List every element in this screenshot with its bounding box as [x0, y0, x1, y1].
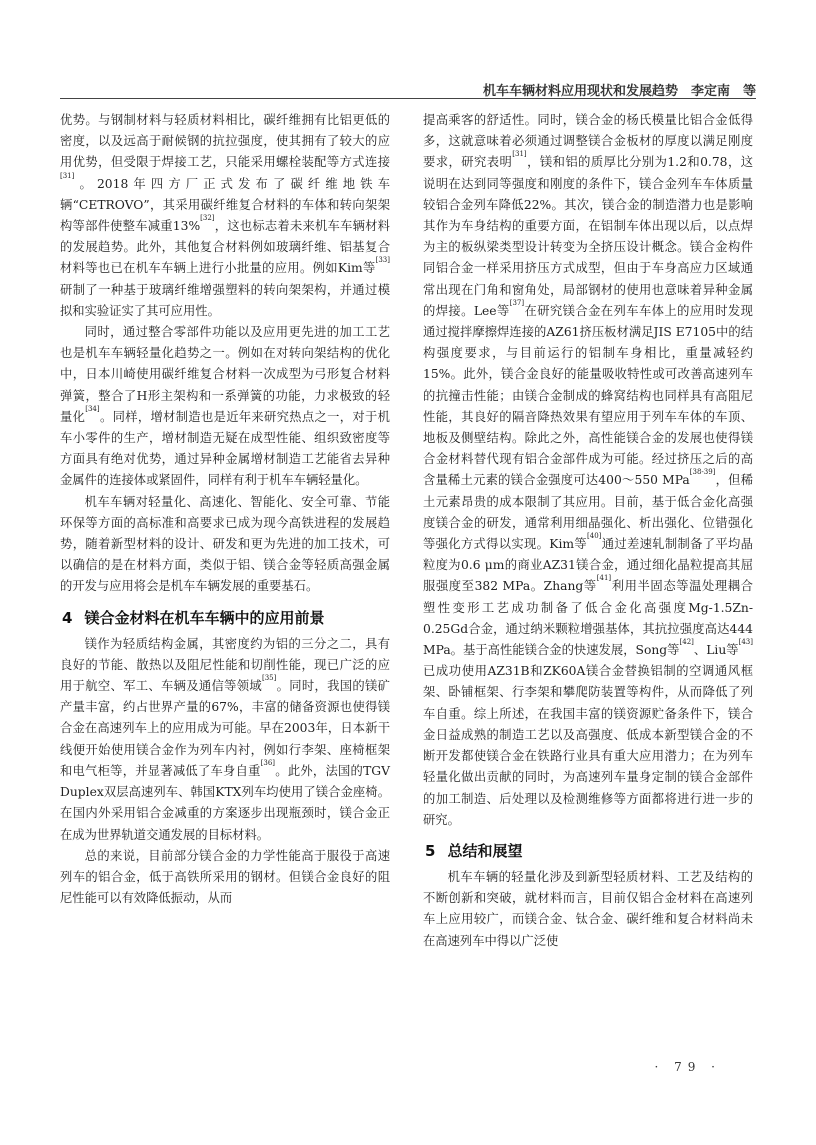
- paragraph: 同时，通过整合零部件功能以及应用更先进的加工工艺也是机车车辆轻量化趋势之一。例如在对转向架结构的优化中，日本川崎使用碳纤维复合材料一次成型为弓形复合材料弹簧，整合了H形主架构和一系弹簧的功能，力求极致的轻量化[34]。同样，增材制造也是近年来研究热点之一，对于机车小零件的生产，增材制造无疑在成型性能、组织致密度等方面具有绝对优势，通过异种金属增材制造工艺能省去异种金属件的连接体或紧固件，同样有利于机车车辆轻量化。: [60, 325, 390, 488]
- citation: [32]: [200, 214, 215, 223]
- header-rule: [60, 98, 756, 99]
- citation: [31]: [60, 171, 75, 180]
- running-head: 机车车辆材料应用现状和发展趋势 李定南 等: [482, 84, 756, 99]
- section-heading: [423, 839, 753, 863]
- paragraph: 提高乘客的舒适性。同时，镁合金的杨氏模量比铝合金低得多，这就意味着必须通过调整镁合金板材的厚度以满足刚度要求，研究表明[31]，镁和铝的质厚比分别为1.2和0.78，这说明在达到同等强度和刚度的条件下，镁合金列车车体质量较铝合金列车降低22%。其次，镁合金的制造潜力也是影响其作为车身结构的重要方面，在铝制车体出现以后，以点焊为主的板纵梁类型设计转变为全挤压设计概念。镁合金构件同铝合金一样采用挤压方式成型，但由于车身高应力区域通常出现在门角和窗角处，局部钢材的使用也意味着异种金属的焊接。Lee等[37]在研究镁合金在列车车体上的应用时发现通过搅拌摩擦焊连接的AZ61挤压板材满足JIS E7105中的结构强度要求，与目前运行的铝制车身相比，重量减轻约15%。此外，镁合金良好的能量吸收特性或可改善高速列车的抗撞击性能；由镁合金制成的蜂窝结构也同样具有高阻尼性能，其良好的隔音降热效果有望应用于列车车体的车顶、地板及侧壁结构。除此之外，高性能镁合金的发展也使得镁合金材料替代现有铝合金部件成为可能。经过挤压之后的高含量稀土元素的镁合金强度可达400～550 MPa[38-39]，但稀土元素昂贵的成本限制了其应用。目前，基于低合金化高强度镁合金的研发，通常利用细晶强化、析出强化、位错强化等强化方式得以实现。Kim等[40]通过差速轧制制备了平均晶粒度为0.6 μm的商业AZ31镁合金，通过细化晶粒提高其屈服强度至382 MPa。Zhang等[41]利用半固态等温处理耦合塑性变形工艺成功制备了低合金化高强度Mg-1.5Zn-0.25Gd合金，通过纳米颗粒增强基体，其抗拉强度高达444 MPa。基于高性能镁合金的快速发展，Song等[42]、Liu等[43]已成功使用AZ31B和ZK60A镁合金替换铝制的空调通风框架、卧铺框架、行李架和攀爬防装置等构件，从而降低了列车自重。综上所述，在我国丰富的镁资源贮备条件下，镁合金日益成熟的制造工艺以及高强度、低成本新型镁合金的不断开发都使镁合金在铁路行业具有重大应用潜力；在为列车轻量化做出贡献的同时，为高速列车量身定制的镁合金部件的加工制造、后处理以及检测维修等方面都将进行进一步的研究。: [423, 113, 753, 827]
- paragraph: 机车车辆对轻量化、高速化、智能化、安全可靠、节能环保等方面的高标准和高要求已成为现今高铁进程的发展趋势，随着新型材料的设计、研发和更为先进的加工技术，可以确信的是在材料方面，类似于铝、镁合金等轻质高强金属的开发与应用将会是机车车辆发展的重要基石。: [60, 494, 390, 594]
- citation: [31]: [512, 150, 527, 159]
- citation: [35]: [261, 674, 277, 683]
- citation: [42]: [679, 638, 694, 647]
- section-number: 4: [62, 608, 73, 627]
- citation: [36]: [260, 758, 276, 767]
- section-title: 总结和展望: [447, 841, 523, 860]
- section-heading: [60, 606, 390, 630]
- paragraph: 镁作为轻质结构金属，其密度约为铝的三分之二，具有良好的节能、散热以及阻尼性能和切削性能，现已广泛的应用于航空、军工、车辆及通信等领域[35]。同时，我国的镁矿产量丰富，约占世界产量的67%，丰富的储备资源也使得镁合金在高速列车上的应用成为可能。早在2003年，日本新干线便开始使用镁合金作为列车内衬，例如行李架、座椅框架和电气柜等，并显著减低了车身自重[36]。此外，法国的TGV Duplex双层高速列车、韩国KTX列车均使用了镁合金座椅。在国内外采用铝合金减重的方案逐步出现瓶颈时，镁合金正在成为世界轨道交通发展的目标材料。: [60, 636, 390, 842]
- citation: [38-39]: [689, 468, 716, 477]
- citation: [34]: [85, 404, 100, 413]
- citation: [43]: [738, 638, 753, 647]
- paragraph: 总的来说，目前部分镁合金的力学性能高于服役于高速列车的铝合金，低于高铁所采用的钢材。但镁合金良好的阻尼性能可以有效降低振动，从而: [60, 848, 390, 906]
- citation: [41]: [596, 574, 612, 583]
- page-number: · 79 ·: [654, 1060, 721, 1074]
- paragraph: 优势。与钢制材料与轻质材料相比，碳纤维拥有比铝更低的密度，以及远高于耐候钢的抗拉强度，使其拥有了较大的应用优势，但受限于焊接工艺，只能采用螺栓装配等方式连接[31]。2018年四方厂正式发布了碳纤维地铁车辆“CETROVO”，其采用碳纤维复合材料的车体和转向架架构等部件使整车减重13%[32]，这也标志着未来机车车辆材料的发展趋势。此外，其他复合材料例如玻璃纤维、铝基复合材料等也已在机车车辆上进行小批量的应用。例如Kim等[33]研制了一种基于玻璃纤维增强塑料的转向架架构，并通过模拟和实验证实了其可应用性。: [60, 113, 390, 318]
- citation: [40]: [587, 532, 602, 541]
- citation: [33]: [375, 256, 390, 265]
- section-title: 镁合金材料在机车车辆中的应用前景: [84, 608, 325, 627]
- citation: [37]: [509, 298, 525, 307]
- paragraph: 机车车辆的轻量化涉及到新型轻质材料、工艺及结构的不断创新和突破，就材料而言，目前仅铝合金材料在高速列车上应用较广，而镁合金、钛合金、碳纤维和复合材料尚未在高速列车中得以广泛使: [423, 869, 753, 948]
- section-number: 5: [425, 841, 436, 860]
- right-column: [423, 110, 753, 952]
- left-column: [60, 110, 390, 909]
